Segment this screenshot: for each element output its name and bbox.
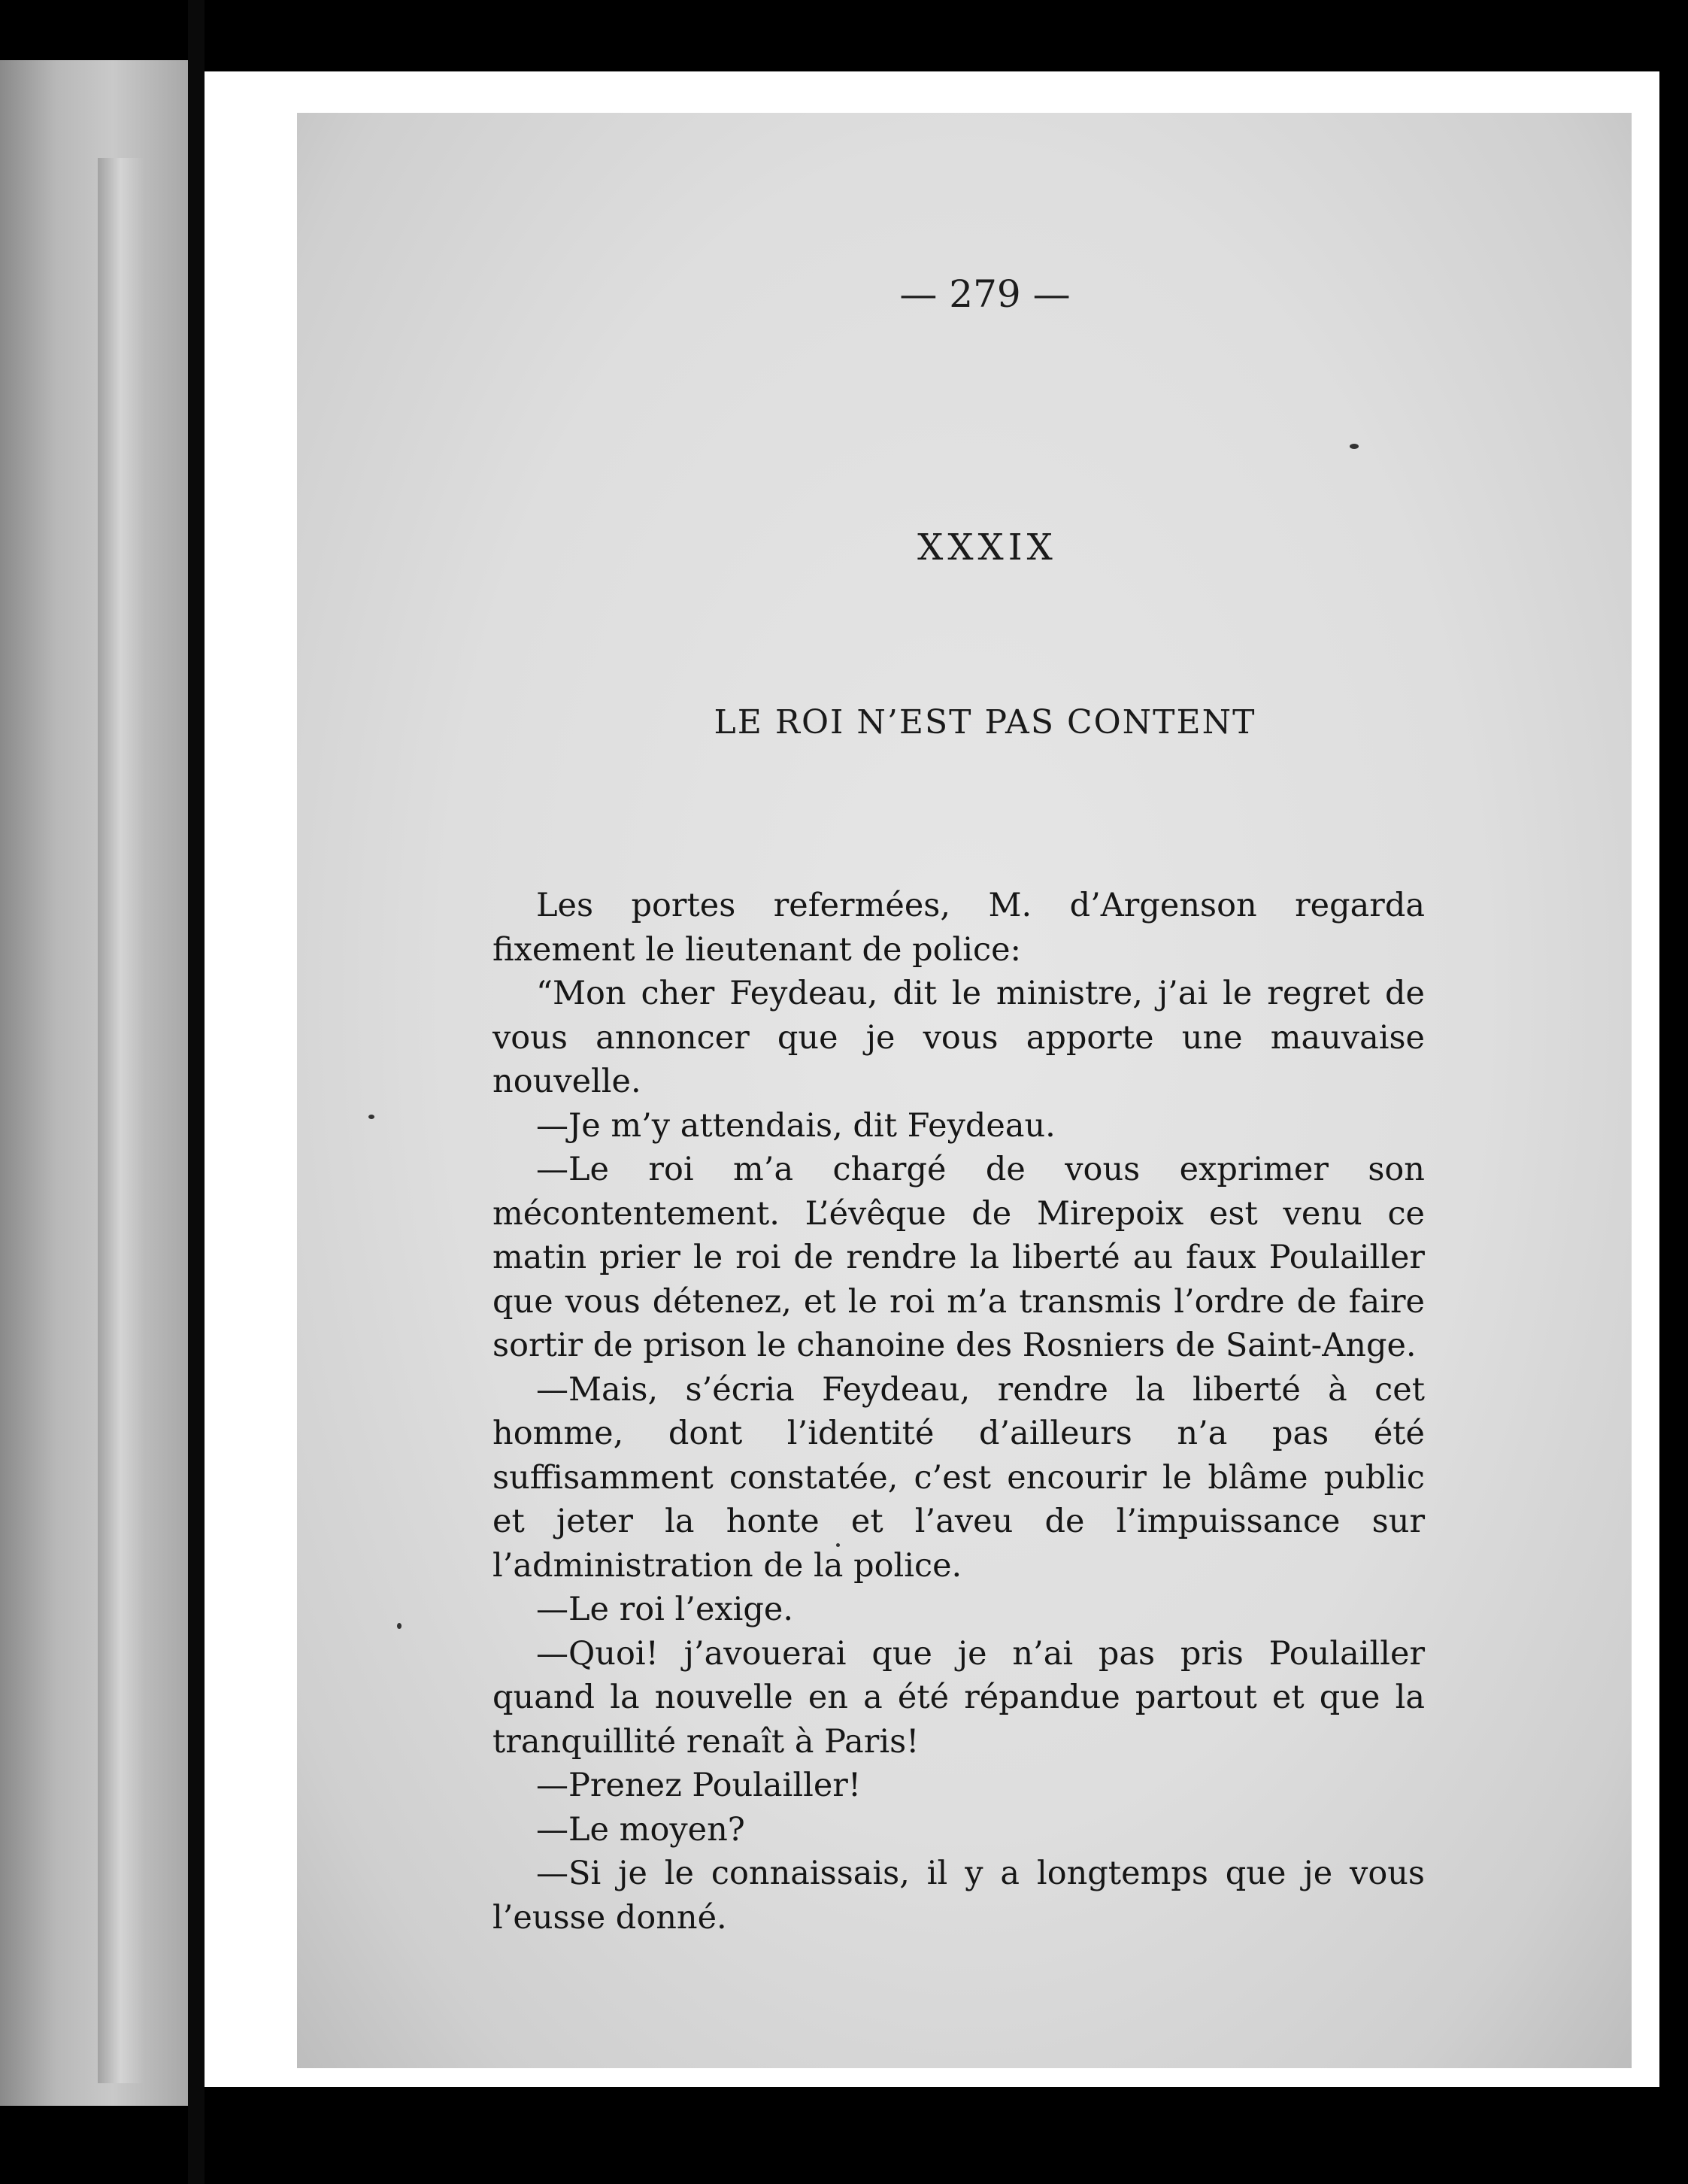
page-number: — 279 —	[899, 272, 1071, 316]
left-page-edge	[0, 60, 188, 2106]
paragraph: —Mais, s’écria Feydeau, rendre la liberté à cet homme, dont l’identité d’ailleurs n’a pas été suffisamment constatée, c’est encourir le blâme public et jeter la honte et l’aveu de l’impuissance sur l’administration de la police.	[492, 1370, 1425, 1585]
paragraph: —Le moyen?	[536, 1810, 745, 1849]
book-gutter	[188, 0, 205, 2184]
scan-speck	[836, 1543, 840, 1547]
paragraph: —Quoi! j’avouerai que je n’ai pas pris Poulailler quand la nouvelle en a été répandue partout et que la tranquillité renaît à Paris!	[492, 1634, 1425, 1761]
body-text	[492, 884, 1425, 1940]
left-page-margin	[98, 158, 143, 2083]
paragraph: Les portes refermées, M. d’Argenson regarda fixement le lieutenant de police:	[492, 887, 1425, 969]
paragraph: —Si je le connaissais, il y a longtemps que je vous l’eusse donné.	[492, 1855, 1425, 1937]
paragraph: —Je m’y attendais, dit Feydeau.	[536, 1106, 1056, 1145]
scan-speck	[1350, 444, 1359, 449]
scan-speck	[397, 1623, 402, 1629]
paragraph: —Prenez Poulailler!	[536, 1767, 862, 1804]
paragraph: —Le roi m’a chargé de vous exprimer son mécontentement. L’évêque de Mirepoix est venu ce matin prier le roi de rendre la liberté au faux Poulailler que vous détenez, et le roi m’a transmis l’ordre de faire sortir de prison le chanoine des Rosniers de Saint-Ange.	[492, 1151, 1425, 1364]
paragraph: “Mon cher Feydeau, dit le ministre, j’ai le regret de vous annoncer que je vous apporte une mauvaise nouvelle.	[492, 975, 1425, 1100]
chapter-title: LE ROI N’EST PAS CONTENT	[714, 703, 1256, 742]
paragraph: —Le roi l’exige.	[536, 1591, 794, 1628]
chapter-numeral: XXXIX	[917, 526, 1057, 569]
scan-speck	[368, 1115, 374, 1119]
